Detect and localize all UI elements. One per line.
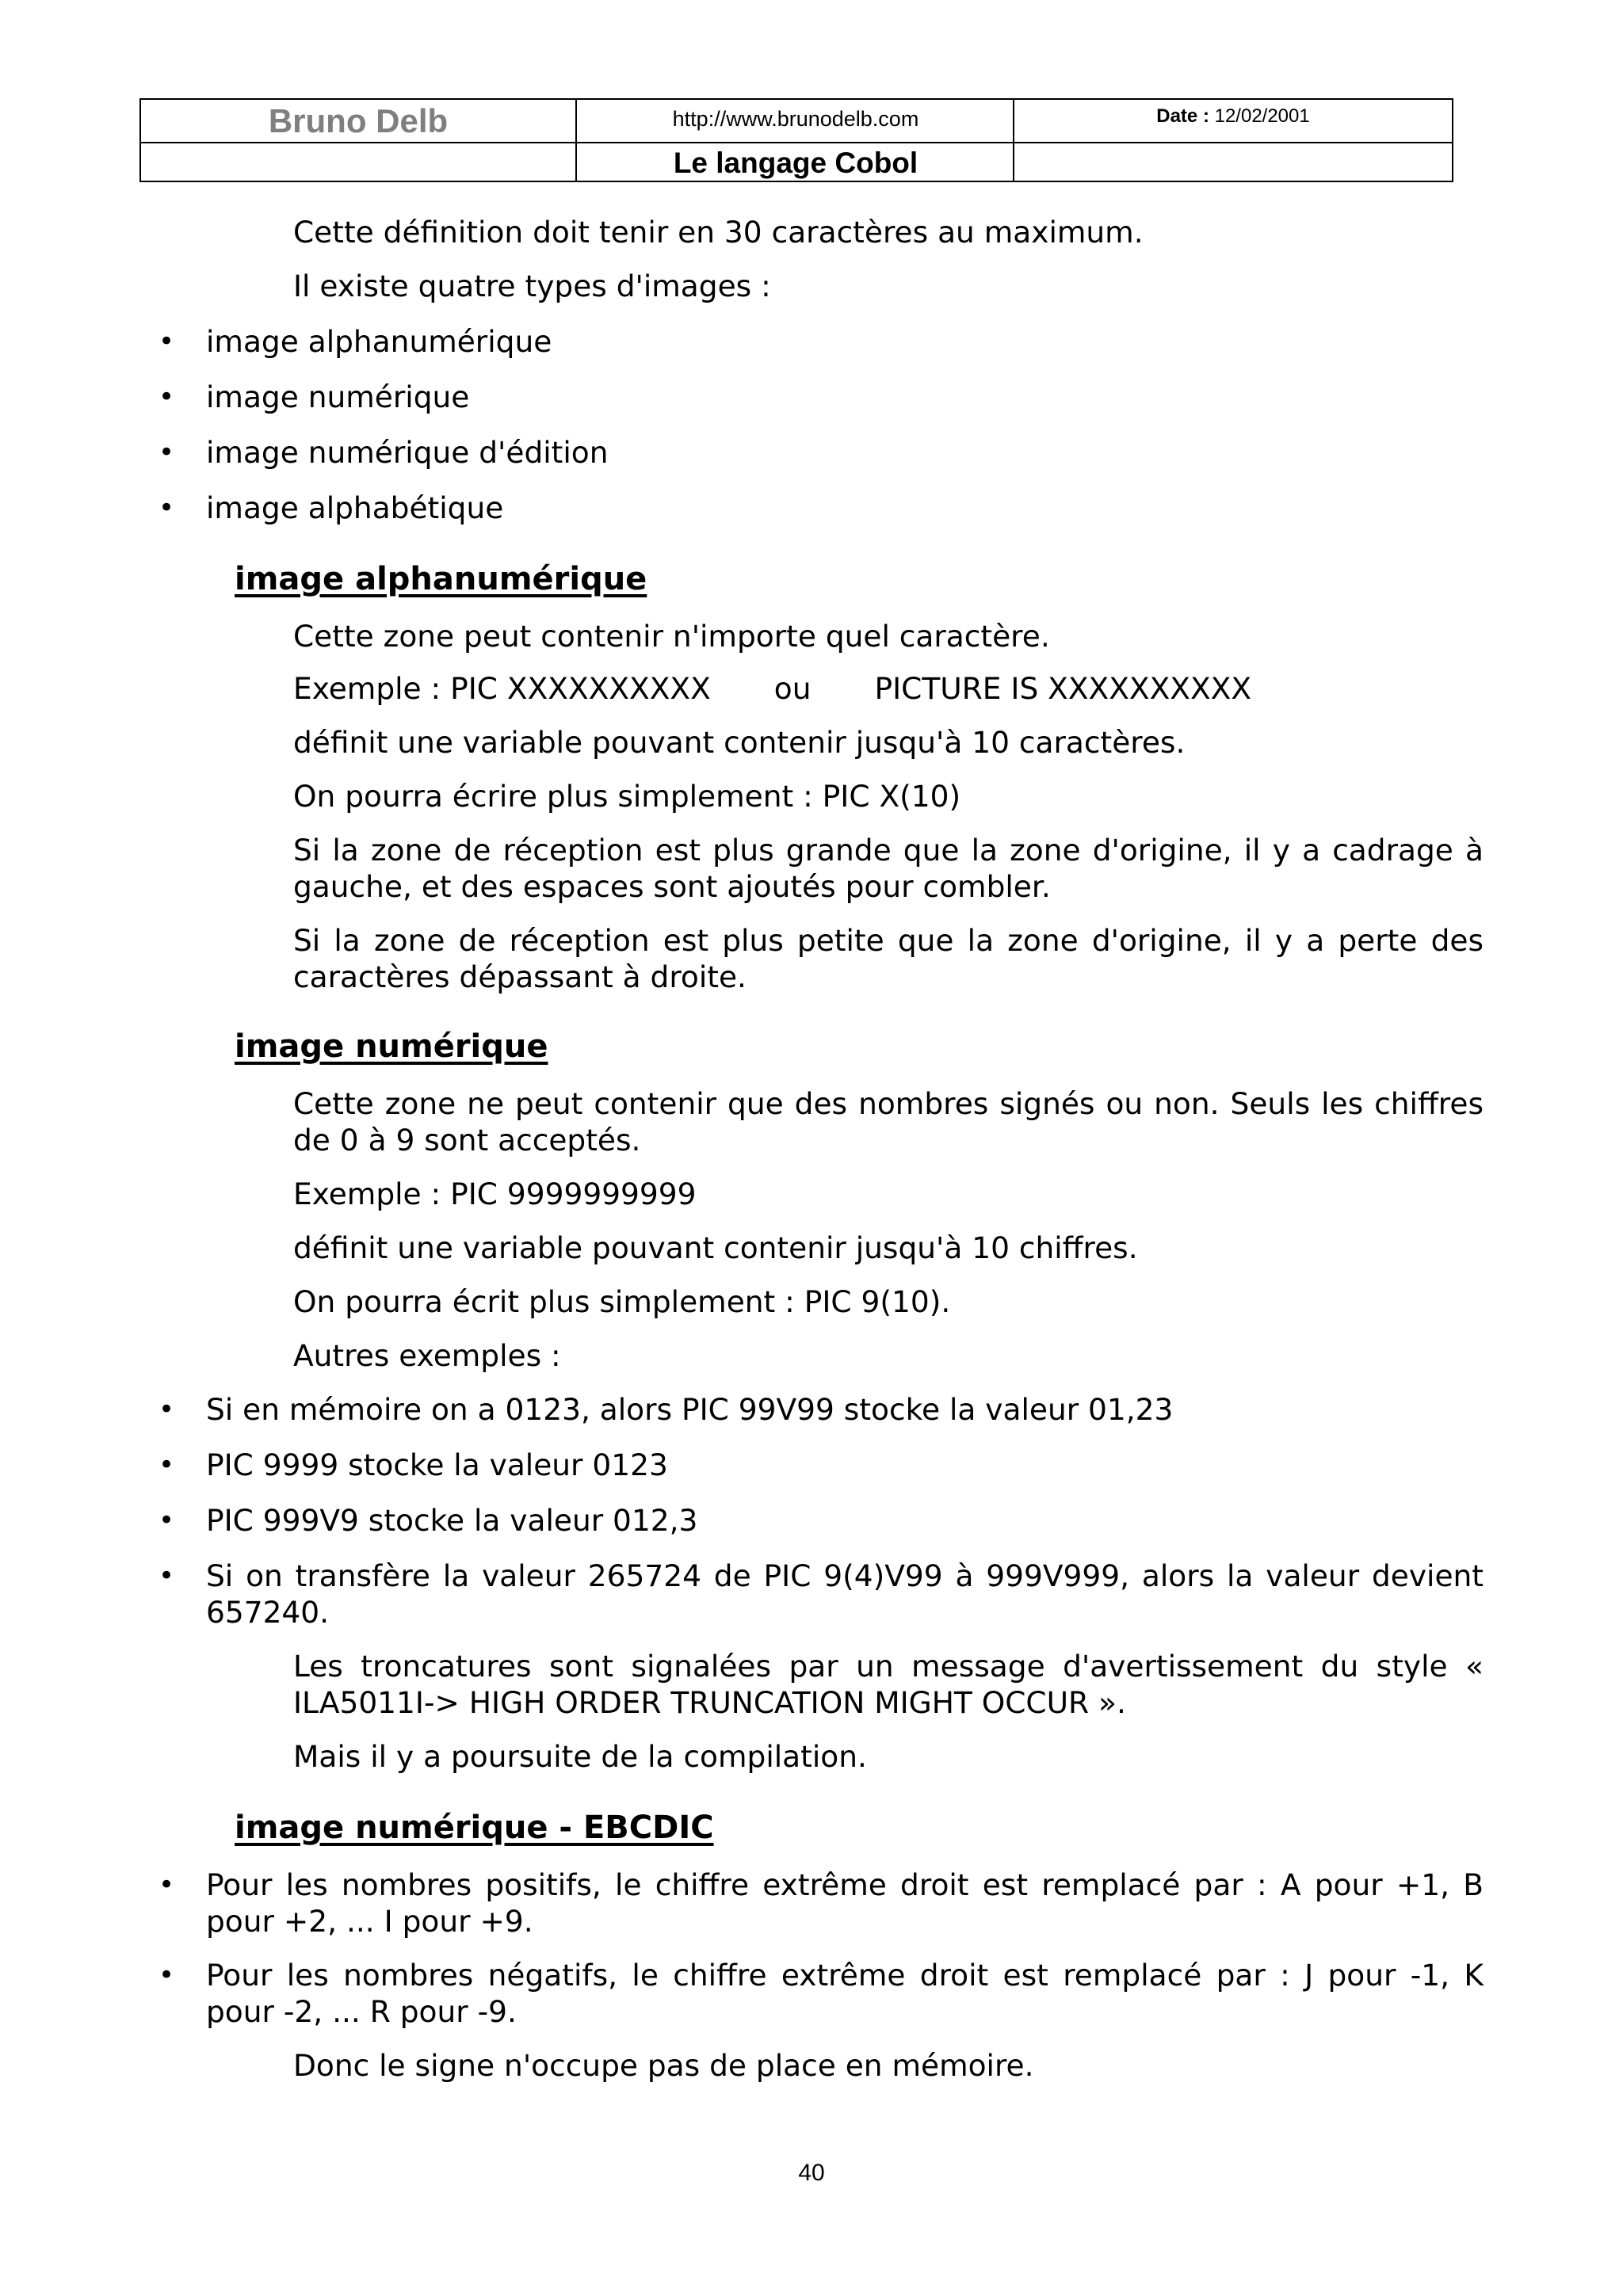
- bullet-icon: •: [158, 1560, 175, 1592]
- paragraph: Il existe quatre types d'images :: [293, 269, 771, 303]
- bullet-icon: •: [158, 1449, 175, 1481]
- bullet-icon: •: [158, 1869, 175, 1901]
- list-item: image alphanumérique: [206, 324, 552, 359]
- paragraph: Mais il y a poursuite de la compilation.: [293, 1739, 867, 1774]
- header-divider: [575, 100, 577, 181]
- header-divider: [141, 142, 1452, 143]
- date-value: 12/02/2001: [1214, 105, 1310, 127]
- bullet-icon: •: [158, 1394, 175, 1425]
- paragraph: Cette zone ne peut contenir que des nombres signés ou non. Seuls les chiffres de 0 à 9 sont acceptés.: [293, 1086, 1484, 1158]
- paragraph: Donc le signe n'occupe pas de place en mémoire.: [293, 2048, 1034, 2083]
- example-b: PICTURE IS XXXXXXXXXX: [874, 671, 1252, 706]
- list-item: Si on transfère la valeur 265724 de PIC 9(4)V99 à 999V999, alors la valeur devient 657240.: [206, 1558, 1484, 1630]
- bullet-icon: •: [158, 326, 175, 357]
- bullet-icon: •: [158, 1959, 175, 1991]
- bullet-icon: •: [158, 1505, 175, 1536]
- paragraph: Autres exemples :: [293, 1338, 561, 1373]
- example-or: ou: [773, 671, 812, 706]
- website-url: http://www.brunodelb.com: [672, 107, 919, 131]
- document-title: Le langage Cobol: [673, 147, 918, 179]
- example-line: [293, 670, 1484, 707]
- paragraph: Cette définition doit tenir en 30 caractères au maximum.: [293, 215, 1144, 250]
- section-heading: image numérique - EBCDIC: [235, 1810, 714, 1846]
- list-item: PIC 999V9 stocke la valeur 012,3: [206, 1503, 698, 1538]
- paragraph: On pourra écrire plus simplement : PIC X(10): [293, 779, 961, 814]
- paragraph: définit une variable pouvant contenir jusqu'à 10 chiffres.: [293, 1230, 1138, 1265]
- list-item: Pour les nombres négatifs, le chiffre extrême droit est remplacé par : J pour -1, K pour -2, ... R pour -9.: [206, 1958, 1484, 2029]
- list-item: Si en mémoire on a 0123, alors PIC 99V99 stocke la valeur 01,23: [206, 1392, 1174, 1427]
- bullet-icon: •: [158, 492, 175, 524]
- paragraph: Si la zone de réception est plus grande que la zone d'origine, il y a cadrage à gauche, et des espaces sont ajoutés pour combler.: [293, 833, 1484, 904]
- paragraph: Les troncatures sont signalées par un message d'avertissement du style « ILA5011I-> HIGH ORDER TRUNCATION MIGHT OCCUR ».: [293, 1649, 1484, 1720]
- example-a: Exemple : PIC XXXXXXXXXX: [293, 671, 711, 706]
- list-item: PIC 9999 stocke la valeur 0123: [206, 1447, 668, 1482]
- date-label: Date :: [1156, 105, 1209, 127]
- page-number: 40: [798, 2160, 825, 2186]
- paragraph: définit une variable pouvant contenir jusqu'à 10 caractères.: [293, 725, 1186, 760]
- bullet-icon: •: [158, 437, 175, 468]
- paragraph: Exemple : PIC 9999999999: [293, 1177, 697, 1211]
- paragraph: Si la zone de réception est plus petite que la zone d'origine, il y a perte des caractères dépassant à droite.: [293, 923, 1484, 994]
- paragraph: Cette zone peut contenir n'importe quel caractère.: [293, 619, 1050, 654]
- author-name: Bruno Delb: [268, 102, 449, 139]
- list-item: image numérique: [206, 379, 470, 414]
- section-heading: image numérique: [235, 1028, 548, 1065]
- page-header: [139, 98, 1453, 182]
- list-item: image numérique d'édition: [206, 435, 609, 470]
- document-date: [1014, 103, 1452, 130]
- list-item: image alphabétique: [206, 490, 504, 525]
- paragraph: On pourra écrit plus simplement : PIC 9(10).: [293, 1284, 951, 1319]
- bullet-icon: •: [158, 381, 175, 413]
- list-item: Pour les nombres positifs, le chiffre extrême droit est remplacé par : A pour +1, B pour +2, ... I pour +9.: [206, 1867, 1484, 1939]
- section-heading: image alphanumérique: [235, 561, 647, 597]
